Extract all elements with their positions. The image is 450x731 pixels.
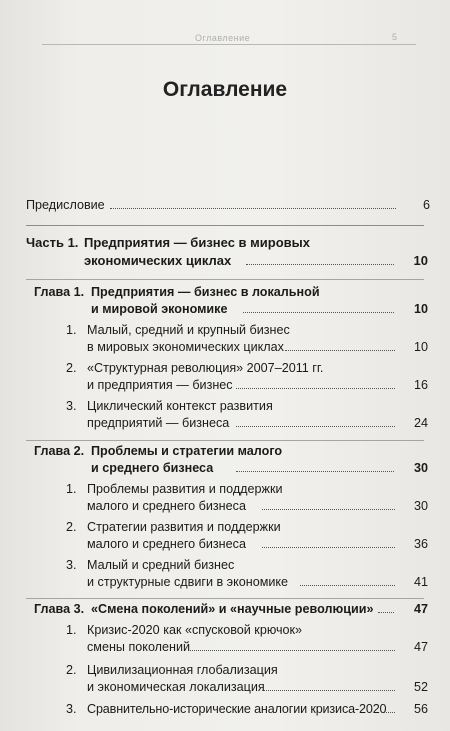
toc-page-number: 47 bbox=[413, 640, 428, 654]
toc-title-line: смены поколений bbox=[87, 640, 191, 654]
toc-page-number: 30 bbox=[413, 499, 428, 513]
toc-section-number: 1. bbox=[66, 482, 77, 496]
toc-entry-section-3-3[interactable] bbox=[0, 701, 450, 717]
toc-title-line: и мировой экономике bbox=[91, 302, 228, 316]
toc-title-line: предприятий — бизнеса bbox=[87, 416, 230, 430]
toc-section-number: 3. bbox=[66, 558, 77, 572]
section-divider bbox=[26, 225, 424, 226]
toc-page-number: 6 bbox=[422, 198, 430, 212]
toc-title-line: в мировых экономических циклах bbox=[87, 340, 284, 354]
toc-page-number: 52 bbox=[413, 680, 428, 694]
page-title: Оглавление bbox=[162, 78, 288, 101]
toc-label: Глава 3. bbox=[34, 602, 85, 616]
toc-entry-chapter-2[interactable] bbox=[0, 443, 450, 477]
toc-title-line: Цивилизационная глобализация bbox=[87, 663, 278, 677]
toc-entry-preface[interactable] bbox=[0, 197, 450, 213]
toc-title-line: Малый, средний и крупный бизнес bbox=[87, 323, 290, 337]
leader-dots bbox=[236, 426, 395, 427]
toc-label: Глава 2. bbox=[34, 444, 85, 458]
toc-page-number: 36 bbox=[413, 537, 428, 551]
leader-dots bbox=[384, 712, 395, 713]
toc-entry-chapter-3[interactable] bbox=[0, 601, 450, 617]
toc-title-line: Кризис-2020 как «спусковой крючок» bbox=[87, 623, 303, 637]
toc-title-line: Сравнительно-исторические аналогии кризиса-2020 bbox=[87, 702, 387, 716]
toc-section-number: 2. bbox=[66, 520, 77, 534]
header-rule bbox=[42, 44, 416, 45]
toc-title-line: экономических циклах bbox=[84, 253, 232, 268]
toc-title-line: и предприятия — бизнес bbox=[87, 378, 233, 392]
toc-page-number: 16 bbox=[413, 378, 428, 392]
toc-section-number: 2. bbox=[66, 663, 77, 677]
toc-title-line: Проблемы и стратегии малого bbox=[91, 444, 283, 458]
toc-page-number: 10 bbox=[413, 302, 428, 316]
leader-dots bbox=[190, 650, 395, 651]
toc-page-number: 47 bbox=[413, 602, 428, 616]
toc-entry-section-1-3[interactable] bbox=[0, 398, 450, 432]
toc-page-number: 10 bbox=[413, 340, 428, 354]
toc-section-number: 3. bbox=[66, 399, 77, 413]
toc-page-number: 30 bbox=[413, 461, 428, 475]
toc-title-line: Малый и средний бизнес bbox=[87, 558, 235, 572]
running-header: Оглавление bbox=[195, 33, 251, 43]
toc-page-number: 10 bbox=[413, 253, 428, 268]
toc-title-line: Проблемы развития и поддержки bbox=[87, 482, 283, 496]
leader-dots bbox=[110, 208, 396, 209]
leader-dots bbox=[262, 547, 395, 548]
toc-entry-section-2-3[interactable] bbox=[0, 557, 450, 591]
toc-page-number: 41 bbox=[413, 575, 428, 589]
toc-title-line: и структурные сдвиги в экономике bbox=[87, 575, 289, 589]
toc-title-line: малого и среднего бизнеса bbox=[87, 499, 246, 513]
toc-entry-section-3-2[interactable] bbox=[0, 662, 450, 696]
toc-title-line: Предприятия — бизнес в локальной bbox=[91, 285, 320, 299]
toc-title-line: и среднего бизнеса bbox=[91, 461, 214, 475]
toc-entry-section-1-2[interactable] bbox=[0, 360, 450, 394]
section-divider bbox=[26, 279, 424, 280]
leader-dots bbox=[243, 312, 394, 313]
leader-dots bbox=[300, 585, 395, 586]
leader-dots bbox=[262, 690, 395, 691]
toc-label: Глава 1. bbox=[34, 285, 85, 299]
toc-section-number: 2. bbox=[66, 361, 77, 375]
leader-dots bbox=[246, 264, 394, 265]
toc-title-line: Предприятия — бизнес в мировых bbox=[84, 235, 310, 250]
toc-title-line: «Структурная революция» 2007–2011 гг. bbox=[87, 361, 324, 375]
toc-section-number: 1. bbox=[66, 323, 77, 337]
running-page-number: 5 bbox=[392, 32, 398, 42]
toc-entry-section-2-2[interactable] bbox=[0, 519, 450, 553]
toc-label: Предисловие bbox=[26, 198, 105, 212]
toc-section-number: 3. bbox=[66, 702, 77, 716]
section-divider bbox=[26, 598, 424, 599]
leader-dots bbox=[285, 350, 395, 351]
toc-section-number: 1. bbox=[66, 623, 77, 637]
leader-dots bbox=[236, 388, 395, 389]
toc-entry-section-1-1[interactable] bbox=[0, 322, 450, 356]
leader-dots bbox=[262, 509, 395, 510]
toc-title-line: и экономическая локализация bbox=[87, 680, 265, 694]
toc-entry-section-2-1[interactable] bbox=[0, 481, 450, 515]
toc-title-line: Стратегии развития и поддержки bbox=[87, 520, 281, 534]
toc-title-line: «Смена поколений» и «научные революции» bbox=[91, 602, 374, 616]
section-divider bbox=[26, 440, 424, 441]
toc-page-number: 56 bbox=[413, 702, 428, 716]
leader-dots bbox=[236, 471, 394, 472]
toc-title-line: малого и среднего бизнеса bbox=[87, 537, 246, 551]
toc-entry-chapter-1[interactable] bbox=[0, 284, 450, 318]
toc-page-number: 24 bbox=[413, 416, 428, 430]
toc-entry-section-3-1[interactable] bbox=[0, 622, 450, 656]
toc-title-line: Циклический контекст развития bbox=[87, 399, 273, 413]
toc-label: Часть 1. bbox=[26, 235, 79, 250]
leader-dots bbox=[378, 612, 394, 613]
toc-entry-part-1[interactable] bbox=[0, 235, 450, 269]
